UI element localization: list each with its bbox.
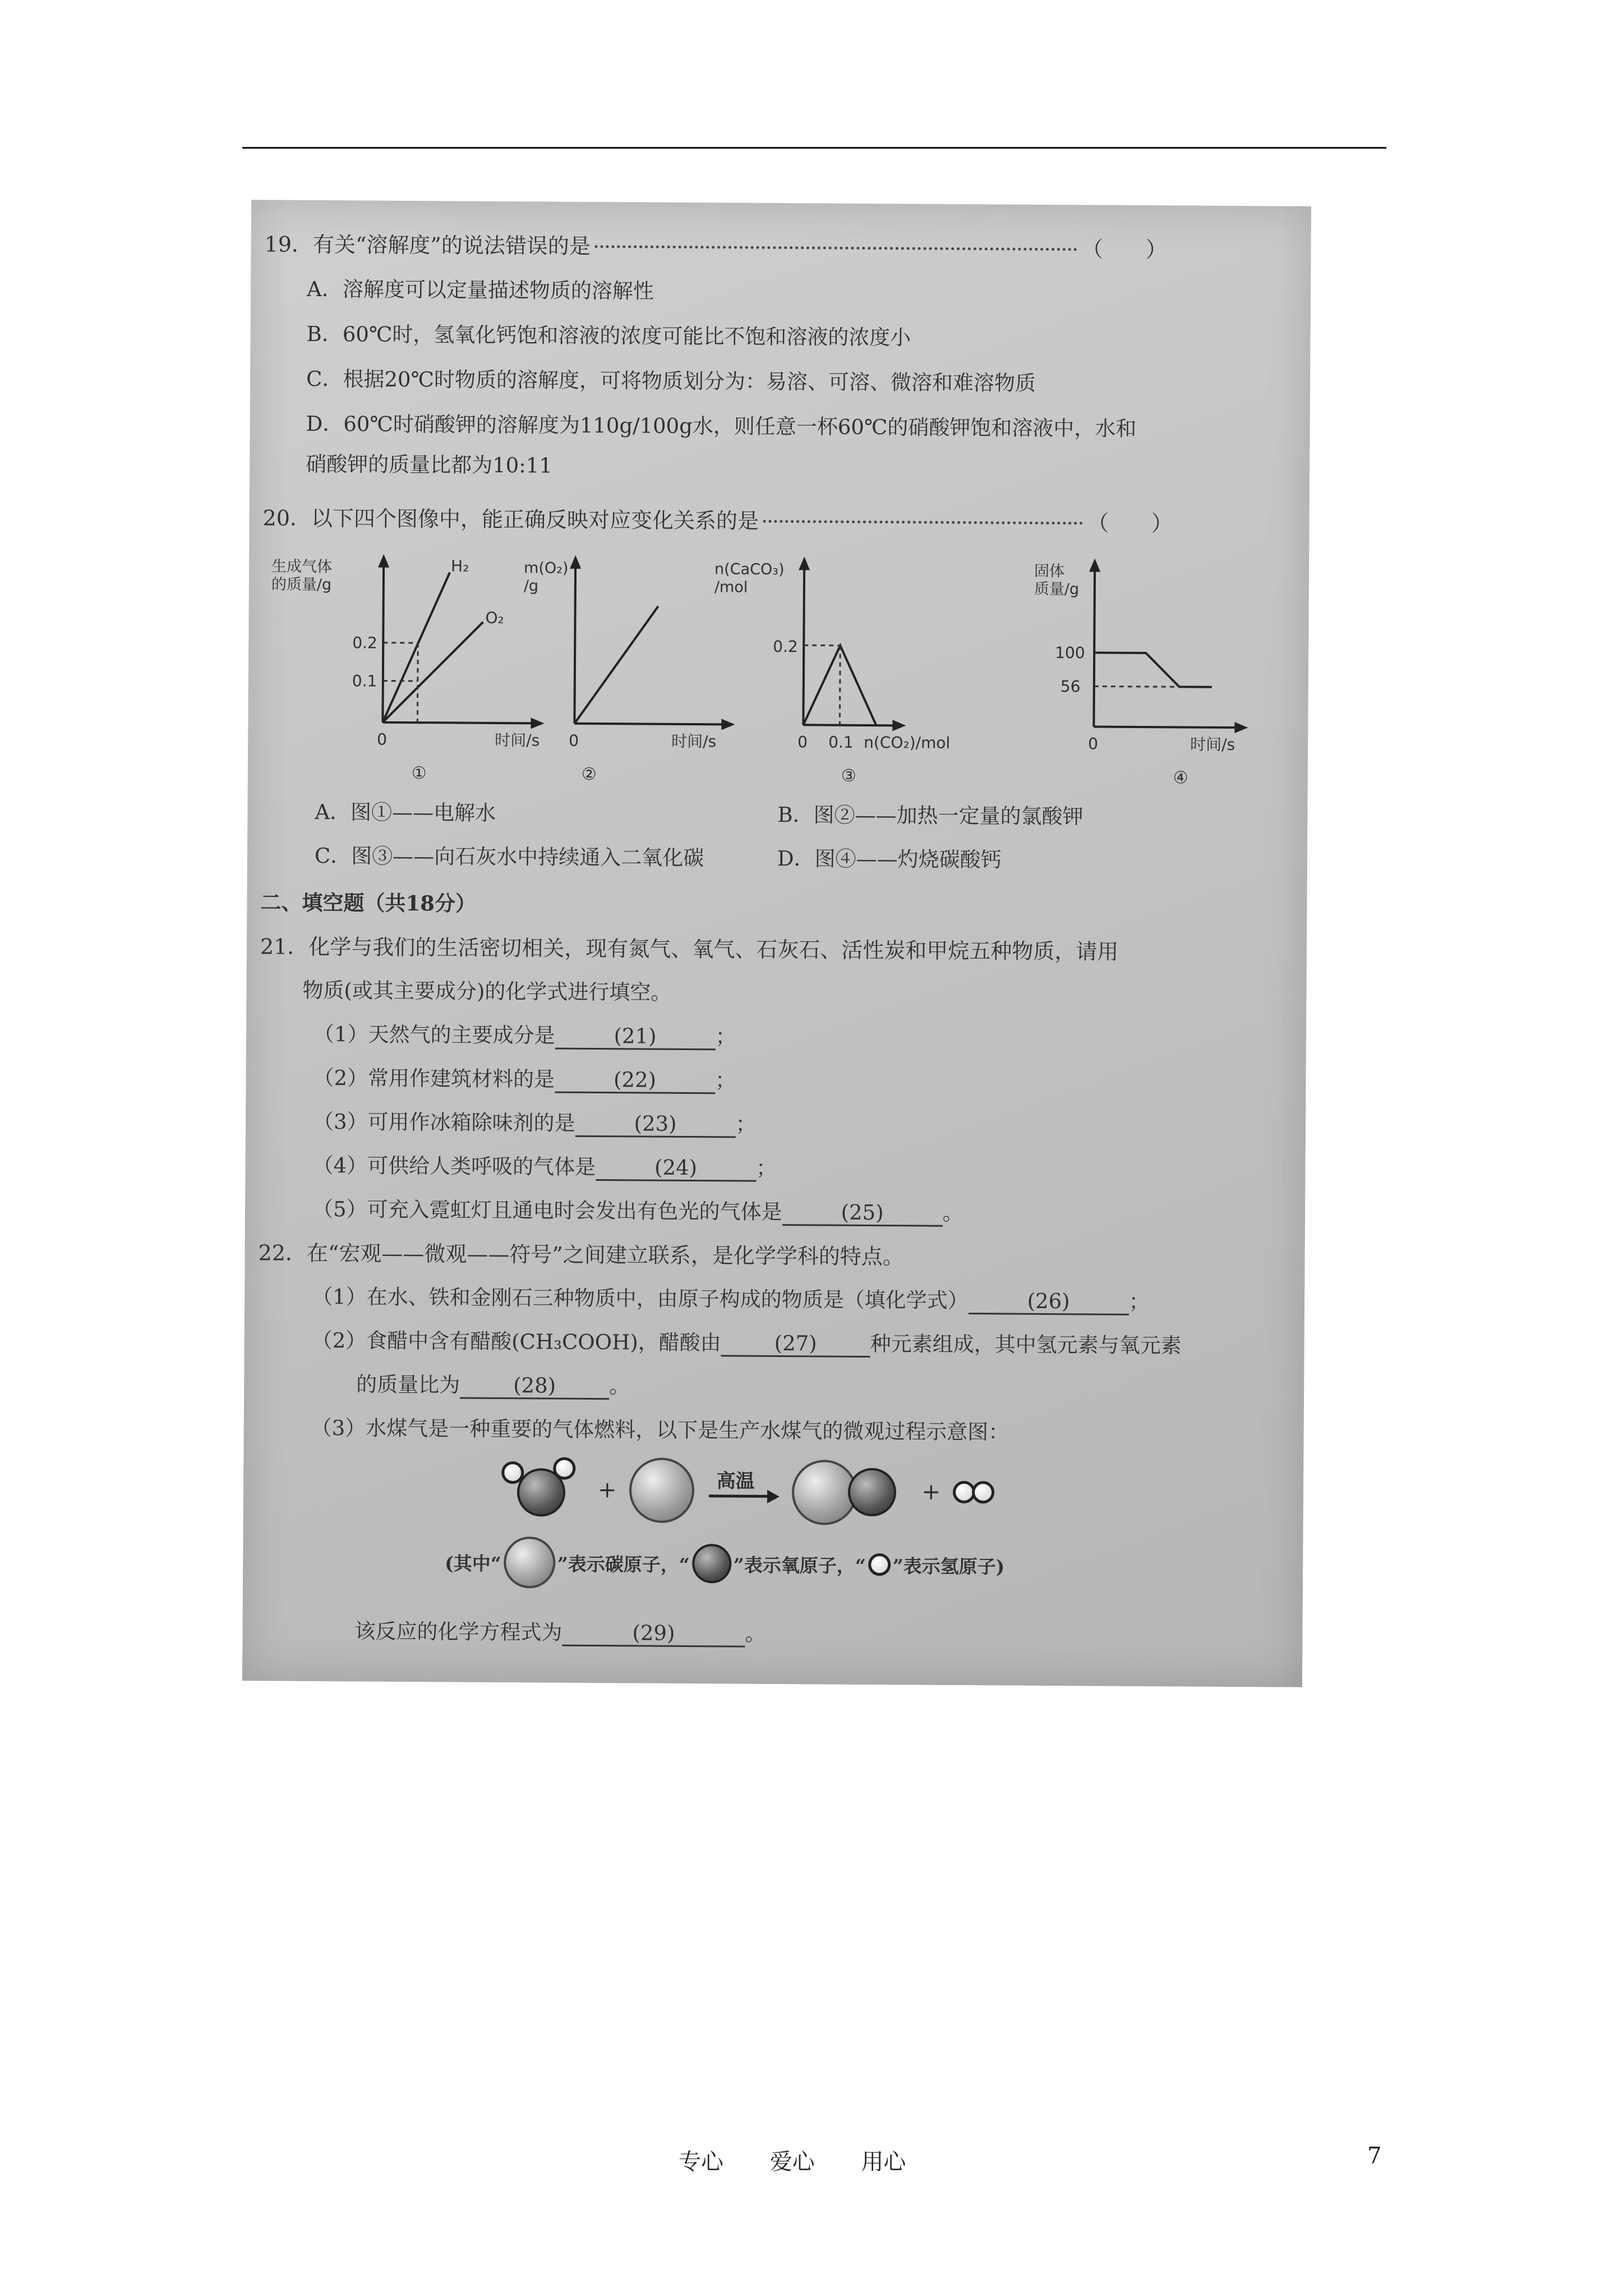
graph-4 xyxy=(1011,553,1270,795)
carbon-atom-icon xyxy=(791,1460,857,1525)
graph1-xlabel: 时间/s xyxy=(495,730,540,750)
graph3-origin: 0 xyxy=(797,733,808,752)
graph1-dash-v xyxy=(417,643,418,723)
plus-sign: + xyxy=(921,1479,941,1505)
q20-option-c: C．图③——向石灰水中持续通入二氧化碳 xyxy=(314,843,704,871)
scanned-exam-photo xyxy=(242,200,1311,1687)
hydrogen-atom-icon xyxy=(868,1553,891,1576)
q22-part-1: （1）在水、铁和金刚石三种物质中，由原子构成的物质是（填化学式） (26) ； xyxy=(312,1280,1150,1315)
graph2-x-axis xyxy=(574,724,727,725)
q19-stem: 19．有关“溶解度”的说法错误的是 （ ） xyxy=(264,232,1167,263)
graph4-y-axis xyxy=(1094,564,1095,726)
q19-option-d: D．60℃时硝酸钾的溶解度为110g/100g水，则任意一杯60℃的硝酸钾饱和溶液中，水和 xyxy=(306,411,1137,441)
graph2-origin: 0 xyxy=(569,731,579,750)
graph1-tick-low: 0.1 xyxy=(352,671,377,691)
graph4-dash-low xyxy=(1094,686,1179,687)
q21-stem-1: 21．化学与我们的生活密切相关，现有氮气、氧气、石灰石、活性炭和甲烷五种物质，请用 xyxy=(260,934,1119,964)
graph3-xlabel: n(CO₂)/mol xyxy=(864,733,951,752)
footer-motto-3: 用心 xyxy=(861,2149,906,2175)
graph4-curve xyxy=(1094,652,1212,687)
graph4-y-arrow xyxy=(1089,558,1100,572)
graph4-origin: 0 xyxy=(1088,734,1099,753)
section-heading-fill-in: 二、填空题（共18分） xyxy=(260,890,477,916)
hydrogen-atom-icon xyxy=(972,1481,994,1503)
q22-part-2-cont: 的质量比为 (28) 。 xyxy=(356,1367,630,1400)
graph4-tick-high: 100 xyxy=(1055,643,1085,662)
graph3-y-axis xyxy=(803,562,804,725)
graph1-caption: ① xyxy=(411,763,427,784)
plus-sign: + xyxy=(597,1477,617,1503)
graph2-line xyxy=(574,606,658,724)
h2-molecule xyxy=(953,1478,998,1506)
graph3-ylabel-1: n(CaCO₃) xyxy=(714,560,785,579)
graph1-tick-high: 0.2 xyxy=(352,633,377,652)
graph1-origin: 0 xyxy=(377,730,388,749)
q20-option-b: B．图②——加热一定量的氯酸钾 xyxy=(777,803,1083,829)
graph1-y-axis xyxy=(382,560,384,723)
q19-option-a: A．溶解度可以定量描述物质的溶解性 xyxy=(306,277,654,303)
graph1-ylabel-1: 生成气体 xyxy=(271,558,333,576)
q20-option-d: D．图④——灼烧碳酸钙 xyxy=(777,846,1002,872)
graph3-x-arrow xyxy=(892,720,906,731)
page-number: 7 xyxy=(1367,2143,1382,2169)
graph-1 xyxy=(270,547,552,790)
q21-item-1: （1）天然气的主要成分是 (21) ； xyxy=(313,1017,736,1051)
graph2-xlabel: 时间/s xyxy=(671,731,717,751)
graph3-caption: ③ xyxy=(841,766,856,786)
graph4-x-axis xyxy=(1094,726,1241,728)
graph1-x-axis xyxy=(382,723,537,724)
q21-item-4: （4）可供给人类呼吸的气体是 (24) ； xyxy=(312,1148,777,1182)
reaction-diagram xyxy=(501,1456,998,1526)
graph4-ylabel-1: 固体 xyxy=(1034,562,1065,581)
graph2-y-axis xyxy=(574,561,575,724)
q19-option-c: C．根据20℃时物质的溶解度，可将物质划分为：易溶、可溶、微溶和难溶物质 xyxy=(306,366,1036,395)
graph4-ylabel-2: 质量/g xyxy=(1034,580,1080,599)
graph2-ylabel-1: m(O₂) xyxy=(523,559,569,577)
graph1-series-o2: O₂ xyxy=(485,608,504,628)
graph3-tick-y: 0.2 xyxy=(773,637,798,656)
q22-part-2: （2）食醋中含有醋酸(CH₃COOH)，醋酸由 (27) 种元素组成，其中氢元素与氧元素 xyxy=(311,1328,1182,1358)
graph4-xlabel: 时间/s xyxy=(1190,735,1235,754)
graph1-o2-line xyxy=(382,622,483,723)
graph4-x-arrow xyxy=(1234,722,1248,733)
q21-item-3: （3）可用作冰箱除味剂的是 (23) ； xyxy=(313,1105,757,1138)
graph1-ylabel-2: 的质量/g xyxy=(271,576,332,594)
footer-motto xyxy=(679,2144,945,2176)
oxygen-atom-icon xyxy=(847,1468,896,1517)
footer-motto-1: 专心 xyxy=(679,2149,723,2175)
reaction-arrow xyxy=(706,1460,780,1522)
graph2-caption: ② xyxy=(581,764,597,785)
graph3-ylabel-2: /mol xyxy=(714,578,748,596)
graph2-ylabel-2: /g xyxy=(523,577,539,595)
q21-item-2: （2）常用作建筑材料的是 (22) ； xyxy=(313,1061,736,1094)
graph-3 xyxy=(713,550,1007,793)
q22-part-3: （3）水煤气是一种重要的气体燃料，以下是生产水煤气的微观过程示意图： xyxy=(311,1415,1009,1444)
q19-option-d-cont: 硝酸钾的质量比都为10:11 xyxy=(306,452,552,478)
graph3-y-arrow xyxy=(799,556,810,570)
q20-stem: 20．以下四个图像中，能正确反映对应变化关系的是 （ ） xyxy=(262,505,1173,536)
water-molecule xyxy=(501,1456,586,1524)
graph2-y-arrow xyxy=(570,555,581,569)
graph1-y-arrow xyxy=(378,554,389,568)
header-rule xyxy=(242,147,1386,149)
q22-stem: 22．在“宏观——微观——符号”之间建立联系，是化学学科的特点。 xyxy=(258,1240,904,1269)
q20-option-a: A．图①——电解水 xyxy=(315,799,496,825)
oxygen-atom-icon xyxy=(692,1544,731,1583)
oxygen-atom-icon xyxy=(517,1468,566,1517)
q21-stem-2: 物质(或其主要成分)的化学式进行填空。 xyxy=(302,978,672,1005)
co-molecule xyxy=(791,1457,910,1525)
graph1-series-h2: H₂ xyxy=(450,556,469,576)
atom-legend: (其中“ ”表示碳原子，“ ”表示氧原子，“ ”表示氢原子) xyxy=(445,1536,1005,1591)
carbon-atom-icon xyxy=(629,1457,694,1523)
q22-equation: 该反应的化学方程式为 (29) 。 xyxy=(354,1614,766,1647)
graph4-caption: ④ xyxy=(1173,768,1188,788)
q21-item-5: （5）可充入霓虹灯且通电时会发出有色光的气体是 (25) 。 xyxy=(312,1192,963,1227)
reaction-condition: 高温 xyxy=(716,1470,755,1493)
graph1-h2-line xyxy=(382,572,450,723)
q19-option-b: B．60℃时，氢氧化钙饱和溶液的浓度可能比不饱和溶液的浓度小 xyxy=(306,321,911,350)
footer-motto-2: 爱心 xyxy=(769,2149,815,2175)
graph3-tick-x: 0.1 xyxy=(828,733,854,752)
carbon-atom-icon xyxy=(504,1536,556,1589)
graph4-tick-low: 56 xyxy=(1060,677,1081,696)
